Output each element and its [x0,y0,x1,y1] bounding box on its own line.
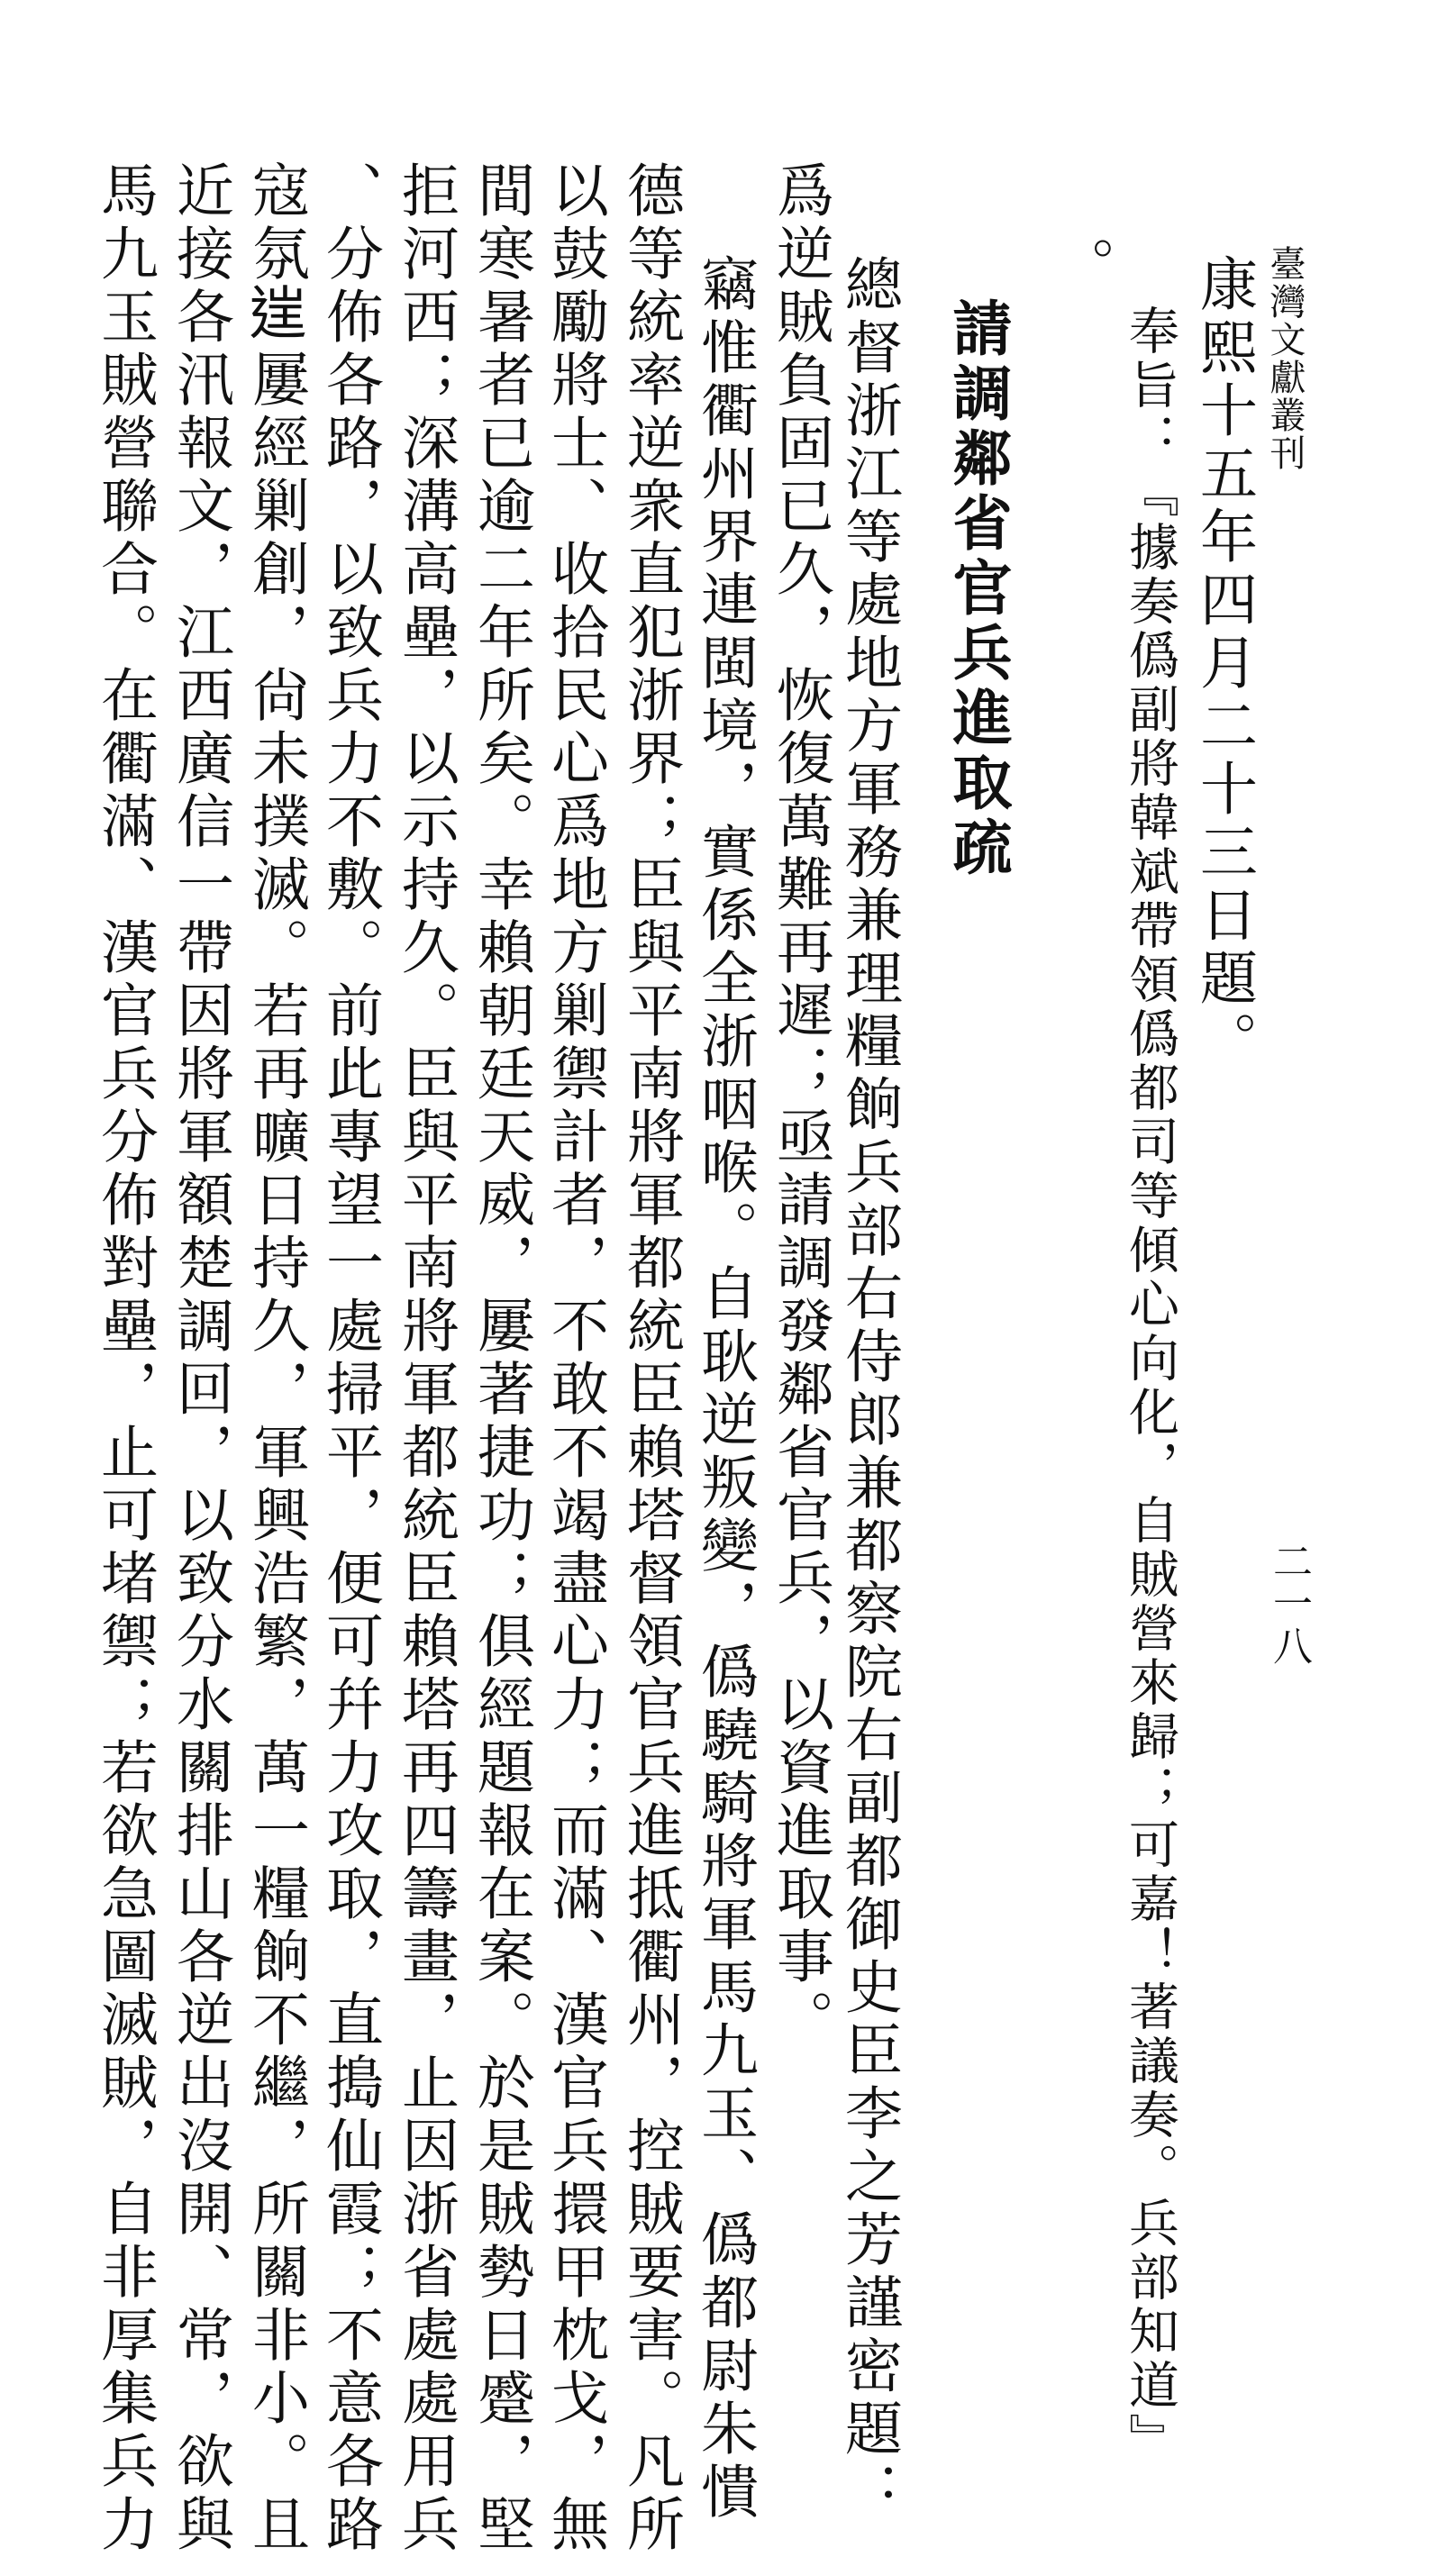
memorial-line-9: 寇氛𨓏屢經剿創，尙未撲滅。若再曠日持久，軍興浩繁，萬一糧餉不繼，所關非小。且 [242,160,309,2557]
page-number: 二一八 [1266,1541,1312,1668]
closing-mark: 。 [1048,236,1115,299]
memorial-line-8: 、分佈各路，以致兵力不敷。前此專望一處掃平，便可幷力攻取，直搗仙霞；不意各路 [316,160,383,2557]
date-line: 康熙十五年四月二十三日題。 [1190,254,1257,1074]
memorial-line-7: 拒河西；深溝高壘，以示持久。臣與平南將軍都統臣賴塔再四籌畫，止因浙省處處用兵 [392,160,459,2557]
memorial-line-6: 間寒暑者已逾二年所矣。幸賴朝廷天威，屢著捷功；俱經題報在案。於是賊勢日蹙，堅 [468,160,534,2557]
memorial-title: 請調鄰省官兵進取疏 [942,297,1013,881]
memorial-line-3: 竊惟衢州界連閩境，實係全浙咽喉。自耿逆叛變，僞驍騎將軍馬九玉、僞都尉朱憒 [691,254,758,2525]
memorial-line-10: 近接各汛報文，江西廣信一帶因將軍額楚調回，以致分水關排山各逆出沒開、常，欲與 [167,160,233,2557]
memorial-line-4: 德等統率逆衆直犯浙界；臣與平南將軍都統臣賴塔督領官兵進抵衢州，控賊要害。凡所 [617,160,684,2557]
edict-line: 奉旨：『據奏僞副將韓斌帶領僞都司等傾心向化，自賊營來歸；可嘉！著議奏。兵部知道』 [1121,305,1179,2467]
memorial-line-2: 爲逆賊負固已久，恢復萬難再遲；亟請調發鄰省官兵，以資進取事。 [767,160,833,2052]
memorial-line-5: 以鼓勵將士、收拾民心爲地方剿禦計者，不敢不竭盡心力；而滿、漢官兵擐甲枕戈，無 [541,160,608,2557]
memorial-line-1: 總督浙江等處地方軍務兼理糧餉兵部右侍郎兼都察院右副都御史臣李之芳謹密題： [835,254,902,2525]
memorial-line-11: 馬九玉賊營聯合。在衢滿、漢官兵分佈對壘，止可堵禦；若欲急圖滅賊，自非厚集兵力 [91,160,158,2557]
running-header: 臺灣文獻叢刊 [1264,245,1306,472]
